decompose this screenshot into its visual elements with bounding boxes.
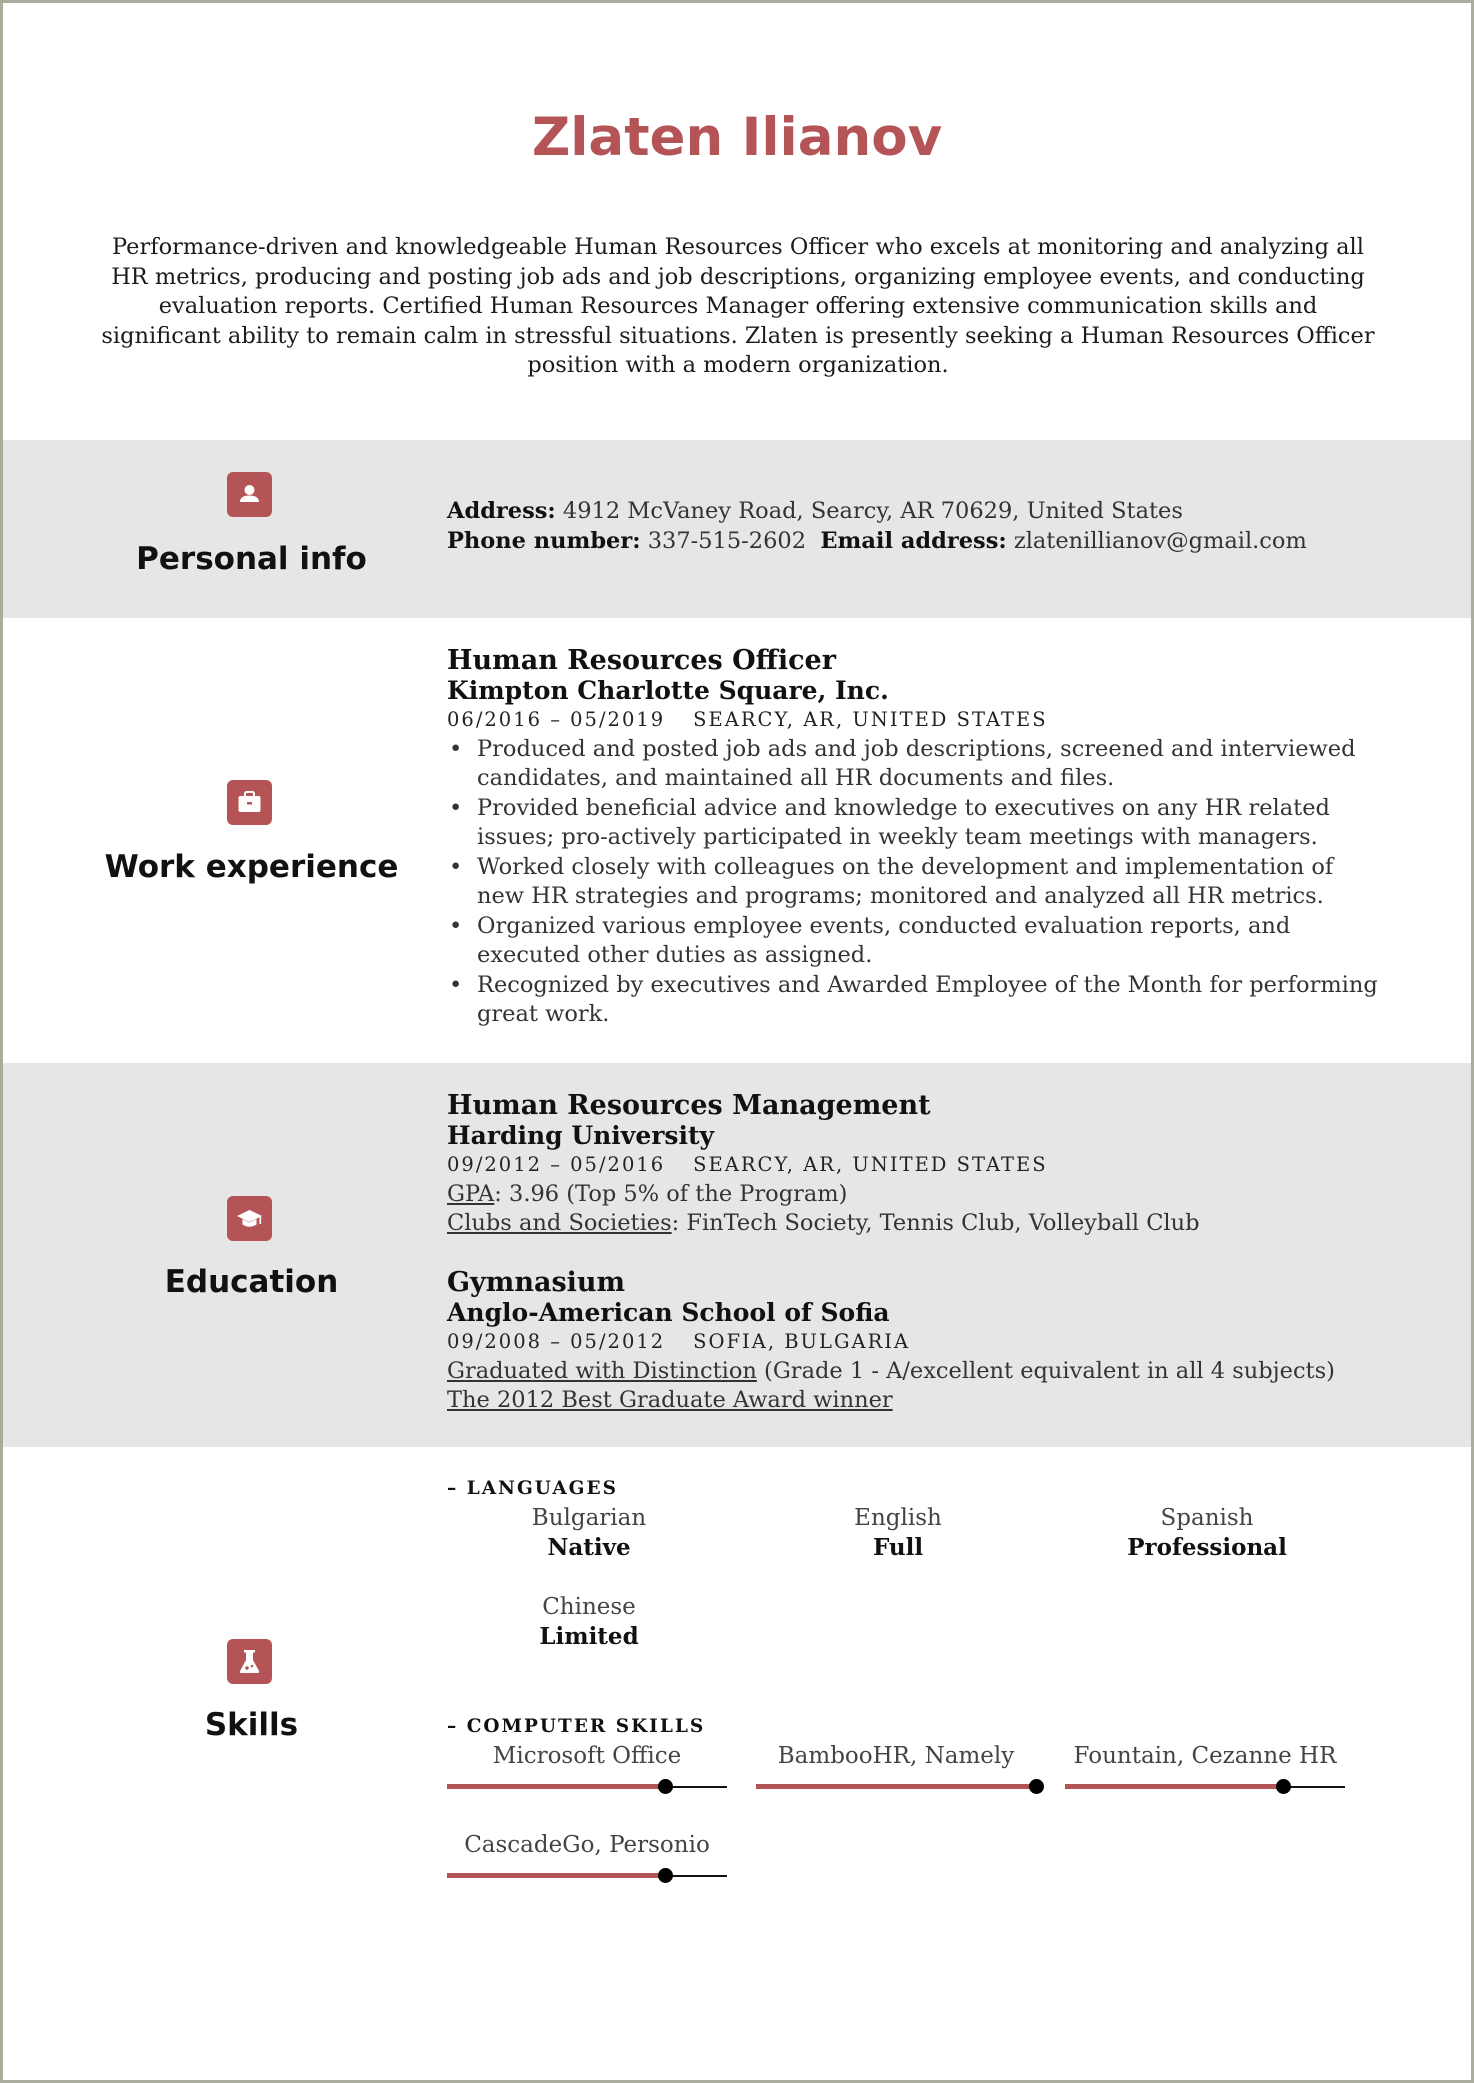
- skill-name: Fountain, Cezanne HR: [1073, 1743, 1337, 1769]
- profile-summary: Performance-driven and knowledgeable Human Resources Officer who excels at monitoring and analyzing all HR metrics, producing and posting job ads and job descriptions, organizing employee events, and conducting evaluation reports. Certified Human Resources Manager offering extensive communication skills and significant ability to remain calm in stressful situations. Zlaten is presently seeking a Human Resources Officer position with a modern organization.: [101, 234, 1375, 378]
- job-location: SEARCY, AR, UNITED STATES: [693, 708, 1048, 731]
- address-label: Address:: [447, 498, 556, 524]
- job-bullet: • Provided beneficial advice and knowledge to executives on any HR related issues; pro-actively participated in weekly team meetings with managers.: [477, 794, 1387, 853]
- language-level: Native: [547, 1534, 631, 1561]
- language-item: [748, 1503, 1048, 1563]
- briefcase-icon: [227, 780, 272, 825]
- job-bullets: [447, 735, 1387, 1030]
- skill-dot: [658, 1779, 673, 1794]
- job-position: Human Resources Officer: [447, 645, 836, 676]
- computer-skill: [1065, 1741, 1345, 1771]
- skill-fill: [447, 1873, 665, 1878]
- language-level: Limited: [539, 1623, 639, 1650]
- language-name: English: [854, 1505, 942, 1531]
- job-dates: 06/2016 – 05/2019: [447, 708, 666, 731]
- job-entry: [447, 646, 1387, 1030]
- person-icon: [227, 472, 272, 517]
- award-label: The 2012 Best Graduate Award winner: [447, 1387, 893, 1413]
- skill-fill: [756, 1784, 1036, 1789]
- education-entry-1: [447, 1091, 1387, 1239]
- clubs-label: Clubs and Societies: [447, 1210, 672, 1236]
- education-section: [3, 1063, 1471, 1447]
- personal-info-section: [3, 440, 1471, 618]
- school: Anglo-American School of Sofia: [447, 1297, 890, 1327]
- computer-skill: [756, 1741, 1036, 1771]
- language-item: [439, 1592, 739, 1652]
- education-location: SEARCY, AR, UNITED STATES: [693, 1153, 1048, 1176]
- address-value: 4912 McVaney Road, Searcy, AR 70629, United States: [562, 498, 1183, 524]
- phone-value: 337-515-2602: [647, 527, 807, 554]
- job-bullet: • Recognized by executives and Awarded Employee of the Month for performing great work.: [477, 971, 1387, 1030]
- gpa-label: GPA: [447, 1180, 495, 1207]
- honor-label: Graduated with Distinction: [447, 1357, 757, 1384]
- skill-track: [1065, 1786, 1345, 1788]
- languages-heading: – LANGUAGES: [447, 1478, 618, 1499]
- work-experience-title: Work experience: [104, 849, 399, 885]
- education-location: SOFIA, BULGARIA: [693, 1330, 911, 1353]
- computer-skills-heading: – COMPUTER SKILLS: [447, 1716, 706, 1737]
- degree: Gymnasium: [447, 1267, 626, 1298]
- computer-skill: [447, 1830, 727, 1860]
- job-bullet: • Produced and posted job ads and job descriptions, screened and interviewed candidates, and maintained all HR documents and files.: [477, 735, 1387, 794]
- resume-page: [3, 3, 1471, 2080]
- skill-name: BambooHR, Namely: [777, 1743, 1015, 1769]
- education-title: Education: [164, 1264, 339, 1300]
- education-dates: 09/2008 – 05/2012: [447, 1330, 666, 1353]
- skill-track: [756, 1786, 1036, 1788]
- computer-skill: [447, 1741, 727, 1771]
- language-name: Spanish: [1160, 1505, 1254, 1531]
- school: Harding University: [447, 1120, 715, 1150]
- email-label: Email address:: [820, 527, 1007, 554]
- job-bullet: • Organized various employee events, conducted evaluation reports, and executed other duties as assigned.: [477, 912, 1387, 971]
- skill-dot: [1276, 1779, 1291, 1794]
- skill-dot: [1029, 1779, 1044, 1794]
- graduation-cap-icon: [227, 1196, 272, 1241]
- language-level: Professional: [1127, 1534, 1287, 1561]
- language-item: [439, 1503, 739, 1563]
- skill-fill: [1065, 1784, 1283, 1789]
- computer-heading-wrap: [447, 1715, 1387, 1739]
- clubs-value: : FinTech Society, Tennis Club, Volleyball Club: [671, 1210, 1200, 1236]
- personal-info-content: [447, 497, 1387, 556]
- language-item: [1057, 1503, 1357, 1563]
- skill-name: Microsoft Office: [492, 1743, 682, 1769]
- honor-value: (Grade 1 - A/excellent equivalent in all 4 subjects): [756, 1357, 1335, 1384]
- job-bullet: • Worked closely with colleagues on the development and implementation of new HR strategies and programs; monitored and analyzed all HR metrics.: [477, 853, 1387, 912]
- personal-info-title: Personal info: [136, 541, 367, 577]
- skills-section: [3, 1447, 1471, 2080]
- gpa-value: : 3.96 (Top 5% of the Program): [494, 1180, 848, 1207]
- language-name: Bulgarian: [531, 1505, 647, 1531]
- work-experience-section: [3, 618, 1471, 1063]
- skill-track: [447, 1786, 727, 1788]
- email-value: zlatenillianov@gmail.com: [1013, 527, 1307, 554]
- language-level: Full: [872, 1534, 924, 1561]
- degree: Human Resources Management: [447, 1090, 931, 1121]
- skill-dot: [658, 1868, 673, 1883]
- job-company: Kimpton Charlotte Square, Inc.: [447, 675, 889, 705]
- flask-icon: [227, 1639, 272, 1684]
- skill-fill: [447, 1784, 665, 1789]
- phone-label: Phone number:: [447, 527, 641, 554]
- education-dates: 09/2012 – 05/2016: [447, 1153, 666, 1176]
- languages-heading-wrap: [447, 1477, 1387, 1501]
- language-name: Chinese: [542, 1594, 636, 1620]
- skill-name: CascadeGo, Personio: [464, 1832, 710, 1858]
- education-entry-2: [447, 1268, 1387, 1416]
- skills-title: Skills: [204, 1707, 299, 1743]
- skill-track: [447, 1875, 727, 1877]
- candidate-name: Zlaten Ilianov: [531, 107, 943, 168]
